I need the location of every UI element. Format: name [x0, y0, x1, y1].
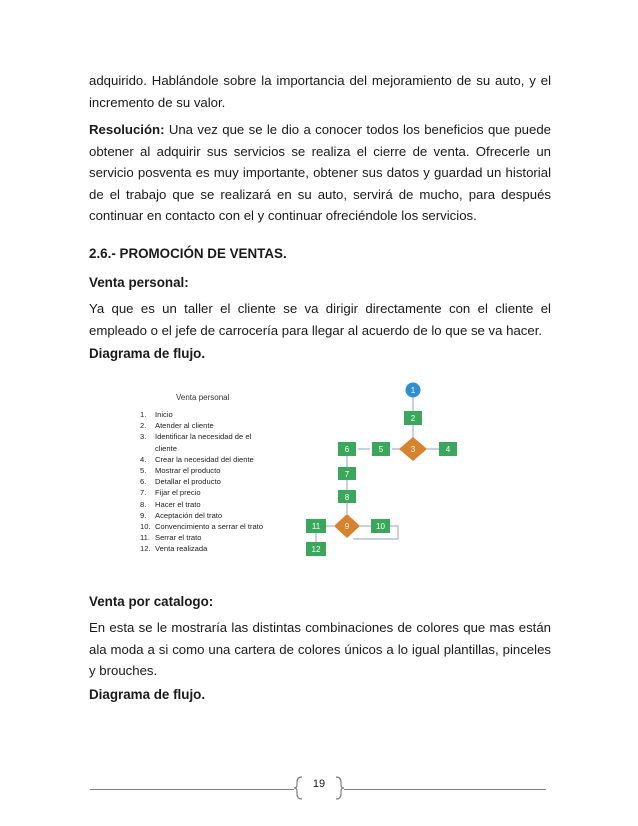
legend-item-text: Identificar la necesidad de el — [155, 432, 252, 442]
section-heading: 2.6.- PROMOCIÓN DE VENTAS. — [89, 246, 287, 261]
footer-rule-left — [90, 789, 294, 790]
venta-catalogo-paragraph: En esta se le mostraría las distintas combinaciones de colores que mas están ala moda a si como una cartera de colores únicos a lo igual plantillas, pinceles y brouches. — [89, 620, 551, 678]
page-number: 19 — [312, 778, 326, 790]
flow-node-5-label: 5 — [378, 445, 384, 454]
flow-node-8-label: 8 — [344, 493, 350, 502]
legend-item-number: 3. — [140, 432, 147, 442]
legend-item-number: 11. — [140, 533, 150, 543]
legend-item-number: 6. — [140, 477, 147, 487]
flow-node-7-label: 7 — [344, 470, 350, 479]
legend-item-text: Venta realizada — [155, 544, 208, 554]
legend-item-text: Mostrar el producto — [155, 466, 221, 476]
legend-item-text: Inicio — [155, 410, 173, 419]
flow-node-3-label: 3 — [410, 445, 416, 454]
legend-item-text: Hacer el trato — [155, 499, 201, 509]
flow-node-9-label: 9 — [344, 522, 350, 531]
legend-item-number: 8. — [140, 499, 147, 509]
footer-rule-right — [344, 789, 546, 790]
legend-item-number: 4. — [140, 454, 147, 464]
legend-item-number: 9. — [140, 510, 147, 520]
legend-item-number: 10. — [140, 522, 151, 532]
venta-catalogo-heading: Venta por catalogo: — [89, 594, 214, 609]
flow-node-10-label: 10 — [376, 522, 385, 531]
flow-node-2-label: 2 — [410, 414, 416, 423]
legend-item-number: 7. — [140, 488, 147, 498]
legend-item-number: 5. — [140, 466, 147, 476]
flow-node-1-label: 1 — [410, 386, 416, 395]
flow-node-11-label: 11 — [311, 522, 321, 531]
flow-node-6-label: 6 — [344, 445, 350, 454]
legend-item-number: 2. — [140, 421, 147, 431]
diagrama-heading-2: Diagrama de flujo. — [89, 687, 206, 702]
legend-item-text: Crear la necesidad del diente — [155, 454, 254, 464]
legend-item-text: Fijar el precio — [155, 488, 201, 498]
venta-personal-paragraph: Ya que es un taller el cliente se va dirigir directamente con el cliente el empleado o el jefe de carrocería para llegar al acuerdo de lo que se va hacer. — [89, 301, 551, 338]
legend-item-text: Serrar el trato — [155, 533, 202, 543]
venta-personal-heading: Venta personal: — [89, 275, 189, 290]
flowchart-legend-title: Venta personal — [176, 393, 230, 402]
legend-item-text: Aceptación del trato — [155, 510, 223, 520]
diagrama-heading-1: Diagrama de flujo. — [89, 346, 206, 361]
legend-item-text: Detallar el producto — [155, 477, 221, 487]
paragraph-continuation: adquirido. Hablándole sobre la importancia del mejoramiento de su auto, y el incremento de su valor. — [89, 73, 551, 110]
legend-item-text: Convencimiento a serrar el trato — [155, 522, 264, 532]
resolucion-label: Resolución: — [89, 122, 165, 137]
flow-node-12-label: 12 — [311, 545, 321, 554]
legend-item-text: Atender al cliente — [155, 421, 214, 431]
legend-item-number: 12. — [140, 544, 151, 554]
legend-item-text: cliente — [155, 443, 177, 453]
resolucion-text: Una vez que se le dio a conocer todos los beneficios que puede obtener al adquirir sus servicios se realiza el cierre de venta. Ofrecerle un servicio posventa es muy importante, obtener sus datos y guardad un historial de el trabajo que se realizará en su auto, servirá de mucho, para después continuar en contacto con el y continuar ofreciéndole los servicios. — [89, 122, 551, 223]
flow-node-4-label: 4 — [445, 445, 451, 454]
legend-item-number: 1. — [140, 410, 147, 419]
